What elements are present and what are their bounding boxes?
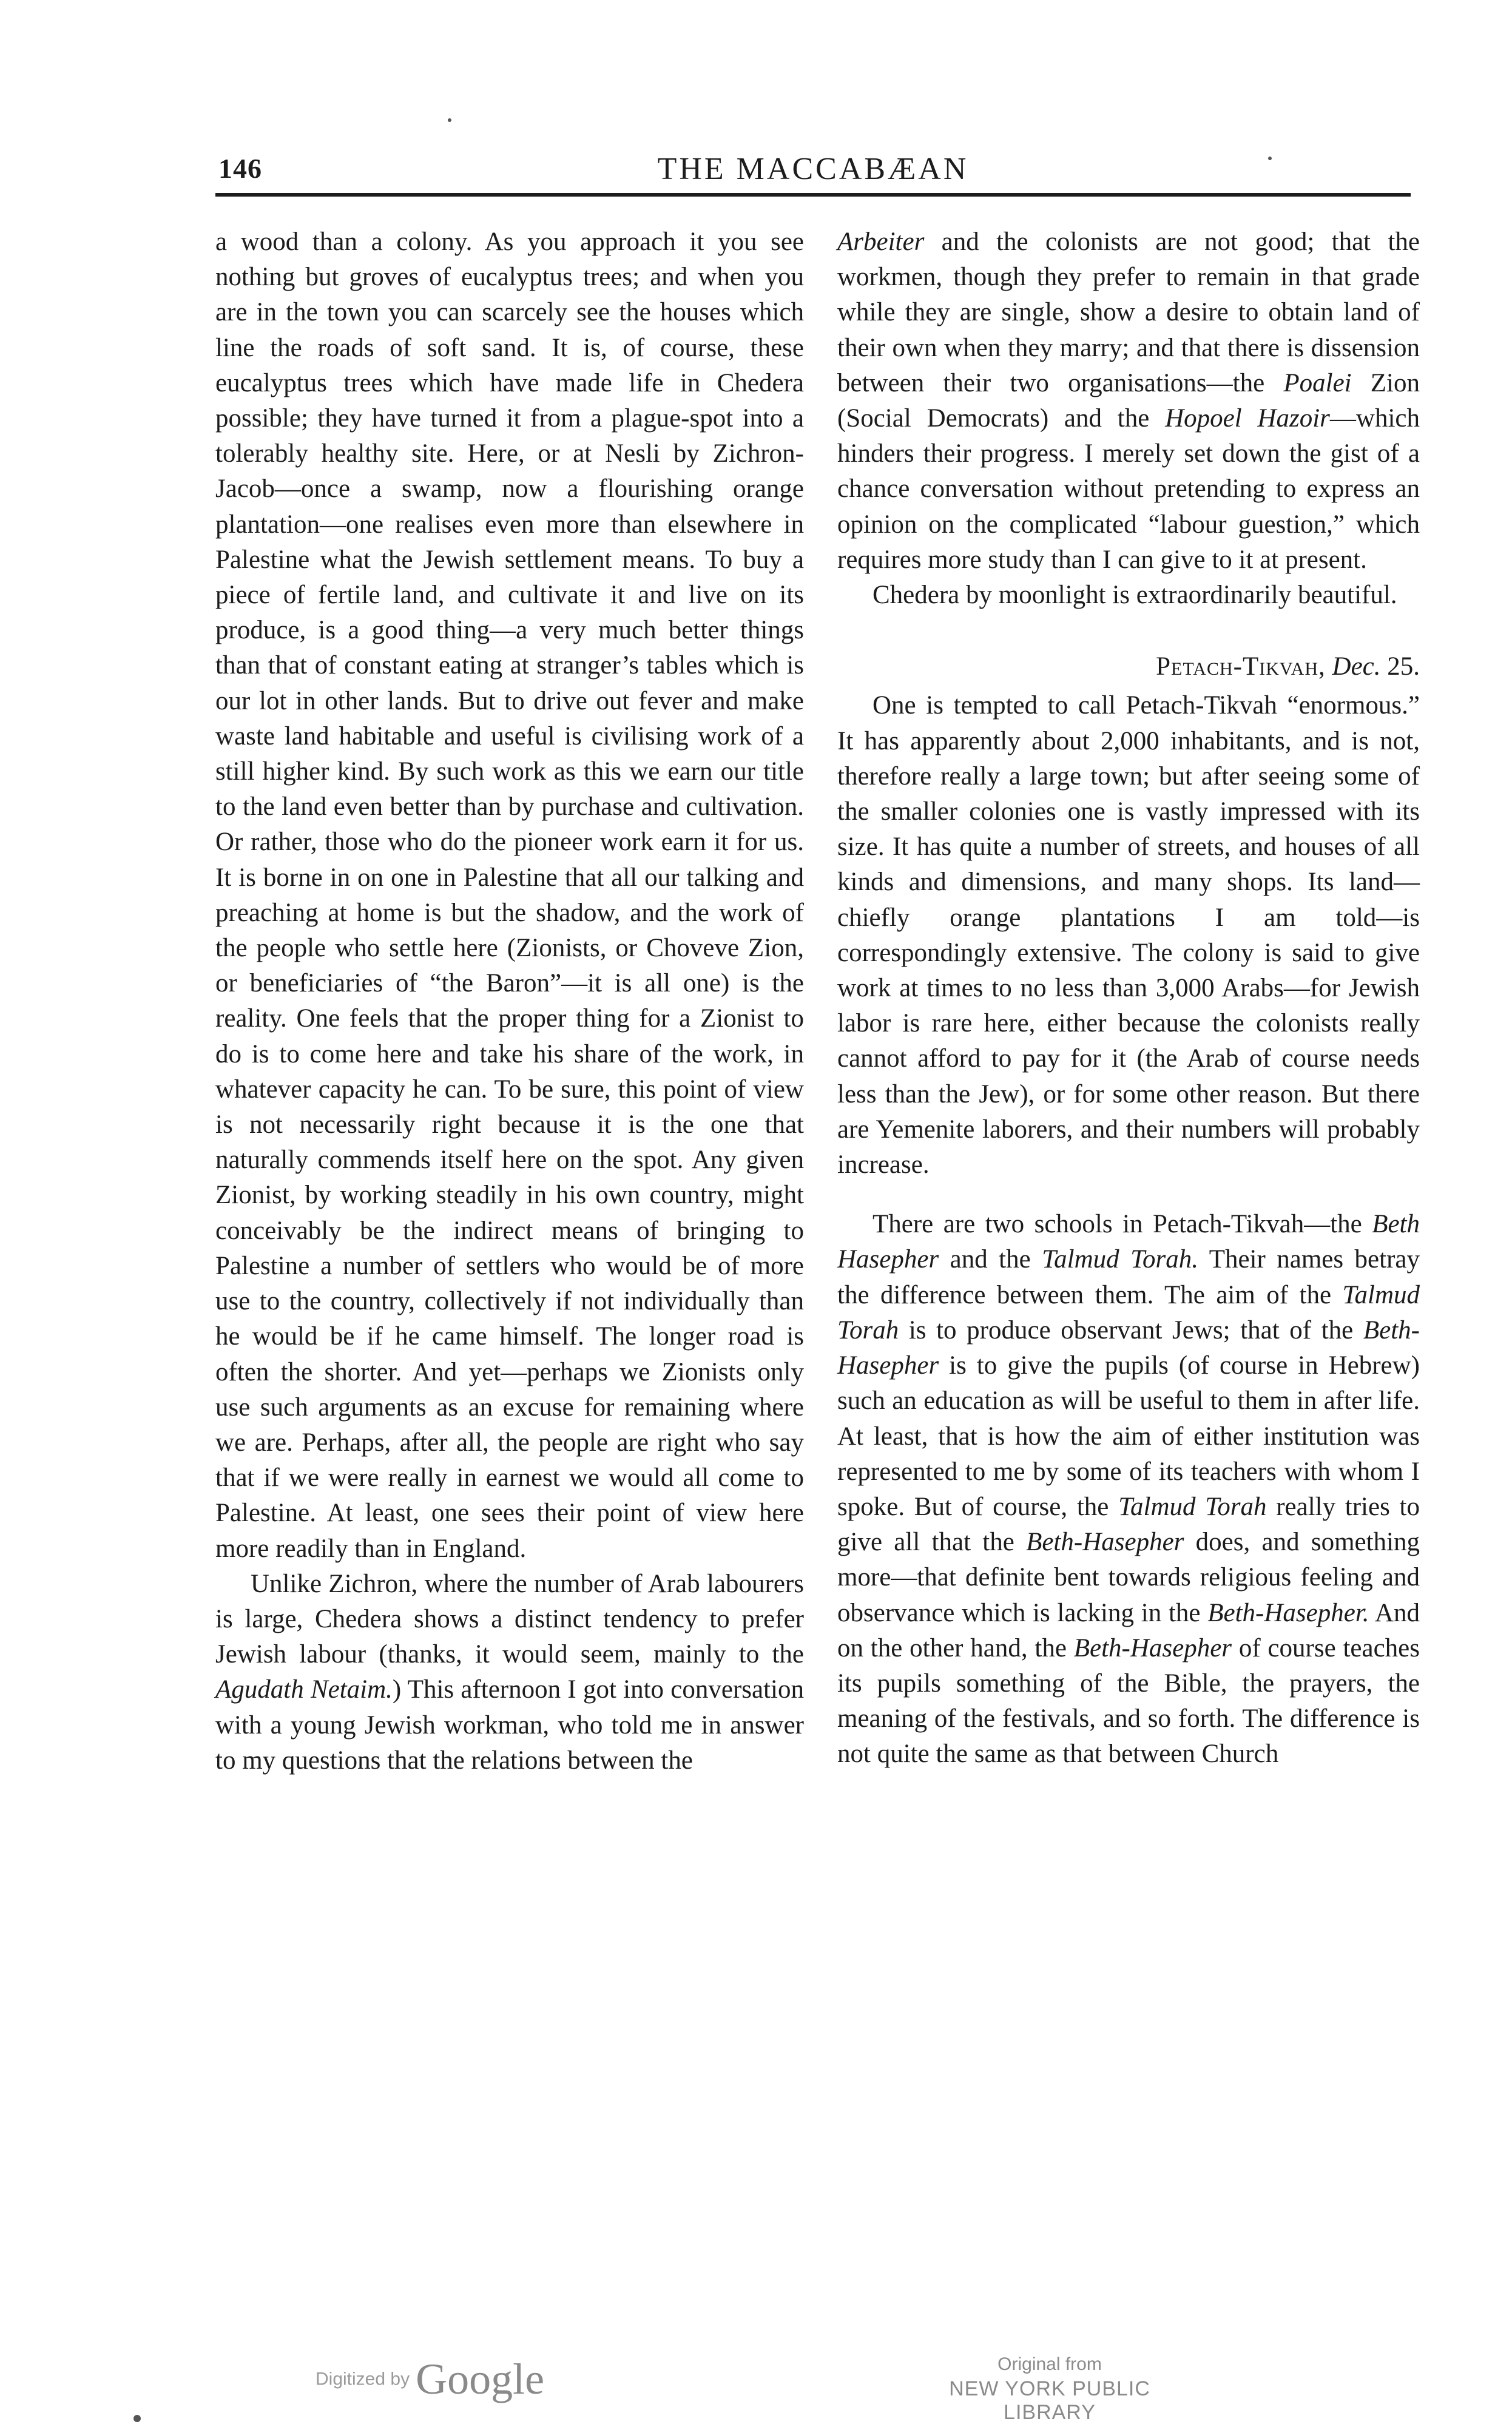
text-run: One is tempted to call Petach-Tikvah “enormous.” It has apparently about 2,000 inhabitants, and is not, therefore really a large town; but after seeing some of the smaller colonies one is vastly impressed with its size. It has quite a number of streets, and houses of all kinds and dimensions, and many shops. Its land—chiefly orange plantations I am told—is correspondingly extensive. The colony is said to give work at times to no less than 3,000 Arabs—for Jewish labor is rare here, either because the colonists really cannot afford to pay for it (the Arab of course needs less than the Jew), or for some other reason. But there are Yemenite laborers, and their numbers will probably increase. (837, 691, 1420, 1180)
text-run: ) This afternoon I got into conversation with a young Jewish workman, who told me in answer to my questions that the relations between the (215, 1675, 804, 1775)
text-run: Their names betray the difference between them. The aim of the (837, 1245, 1420, 1309)
page-header (218, 149, 1408, 191)
italic-run: Arbeiter (837, 228, 925, 256)
italic-run: Talmud Torah (837, 1280, 1420, 1345)
digitized-by-text: Digitized by (316, 2369, 410, 2389)
italic-run: Poalei (1283, 368, 1352, 397)
italic-run: Beth-Hasepher (837, 1315, 1420, 1380)
italic-run: Agudath Netaim. (215, 1675, 393, 1704)
italic-run: Beth-Hasepher. (1207, 1598, 1369, 1627)
text-run (1326, 652, 1332, 681)
text-run: of course teaches its pupils something of the Bible, the prayers, the meaning of the festivals, and so forth. The difference is not quite the same as that between Church (837, 1633, 1420, 1769)
text-run: and the colonists are not good; that the workmen, though they prefer to remain in that grade while they are single, show a desire to obtain land of their own when they marry; and that there is dissension between their two organisations—the (837, 228, 1420, 397)
original-from-text: Original from (997, 2354, 1102, 2374)
library-name: NEW YORK PUBLIC LIBRARY (949, 2377, 1150, 2424)
italic-run: Beth-Hasepher (1073, 1633, 1232, 1662)
text-run: 25. (1380, 652, 1420, 681)
paragraph (215, 224, 804, 1567)
italic-run: Beth Hasepher (837, 1210, 1420, 1274)
text-run: really tries to give all that the (837, 1492, 1420, 1557)
paragraph (837, 1207, 1420, 1772)
italic-run: Hopoel Hazoir (1165, 404, 1330, 433)
text-run: And on the other hand, the (837, 1598, 1420, 1662)
paragraph (215, 1567, 804, 1778)
text-run: Petach-Tikvah, (1156, 652, 1326, 681)
italic-run: Beth-Hasepher (1026, 1528, 1184, 1557)
scan-speck (133, 2415, 141, 2422)
text-run: Unlike Zichron, where the number of Arab labourers is large, Chedera shows a distinct tendency to prefer Jewish labour (thanks, it would seem, mainly to the (215, 1569, 804, 1669)
scan-speck (448, 118, 451, 122)
header-rule (215, 193, 1411, 197)
digitized-by-watermark (316, 2354, 544, 2405)
scan-speck (1268, 157, 1272, 160)
text-run: is to produce observant Jews; that of the (899, 1315, 1363, 1345)
left-column (215, 224, 804, 1778)
right-column (837, 224, 1420, 1772)
italic-run: Dec. (1332, 652, 1381, 681)
text-run: and the (939, 1245, 1042, 1274)
page-number: 146 (218, 153, 262, 184)
text-run: —which hinders their progress. I merely set down the gist of a chance conversation without pretending to express an opinion on the complicated “labour guestion,” which requires more study than I can give to it at present. (837, 404, 1420, 574)
running-title: THE MACCABÆAN (657, 152, 969, 186)
paragraph (837, 578, 1420, 613)
text-run: Zion (Social Democrats) and the (837, 368, 1420, 433)
italic-run: Talmud Torah (1118, 1492, 1267, 1521)
text-run: Chedera by moonlight is extraordinarily beautiful. (872, 581, 1397, 610)
italic-run: Talmud Torah. (1042, 1245, 1199, 1274)
text-run: There are two schools in Petach-Tikvah—the (872, 1210, 1372, 1239)
paragraph (837, 688, 1420, 1183)
google-logo: Google (416, 2355, 545, 2403)
text-run: a wood than a colony. As you approach it you see nothing but groves of eucalyptus trees; and when you are in the town you can scarcely see the houses which line the roads of soft sand. It is, of course, these eucalyptus trees which have made life in Chedera possible; they have turned it from a plague-spot into a tolerably healthy site. Here, or at Nesli by Zichron-Jacob—once a swamp, now a flourishing orange plantation—one realises even more than elsewhere in Palestine what the Jewish settlement means. To buy a piece of fertile land, and cultivate it and live on its produce, is a good thing—a very much better things than that of constant eating at stranger’s tables which is our lot in other lands. But to drive out fever and make waste land habitable and useful is civilising work of a still higher kind. By such work as this we earn our title to the land even better than by purchase and cultivation. Or rather, those who do the pioneer work earn it for us. It is borne in on one in Palestine that all our talking and preaching at home is but the shadow, and the work of the people who settle here (Zionists, or Choveve Zion, or beneficiaries of “the Baron”—it is all one) is the reality. One feels that the proper thing for a Zionist to do is to come here and take his share of the work, in whatever capacity he can. To be sure, this point of view is not necessarily right because it is the one that naturally commends itself here on the spot. Any given Zionist, by working steadily in his own country, might conceivably be the indirect means of bringing to Palestine a number of settlers who would be of more use to the country, collectively if not individually than he would be if he came himself. The longer road is often the shorter. And yet—perhaps we Zionists only use such arguments as an excuse for remaining where we are. Perhaps, after all, the people are right who say that if we were really in earnest we would all come to Palestine. At least, one sees their point of view here more readily than in England. (215, 228, 804, 1563)
dateline (837, 649, 1420, 684)
text-run: is to give the pupils (of course in Hebrew) such an education as will be useful to them in after life. At least, that is how the aim of either institution was represented to me by some of its teachers with whom I spoke. But of course, the (837, 1351, 1420, 1521)
paragraph (837, 224, 1420, 578)
original-from-watermark (910, 2354, 1189, 2425)
text-run: does, and something more—that definite bent towards religious feeling and observance which is lacking in the (837, 1528, 1420, 1627)
